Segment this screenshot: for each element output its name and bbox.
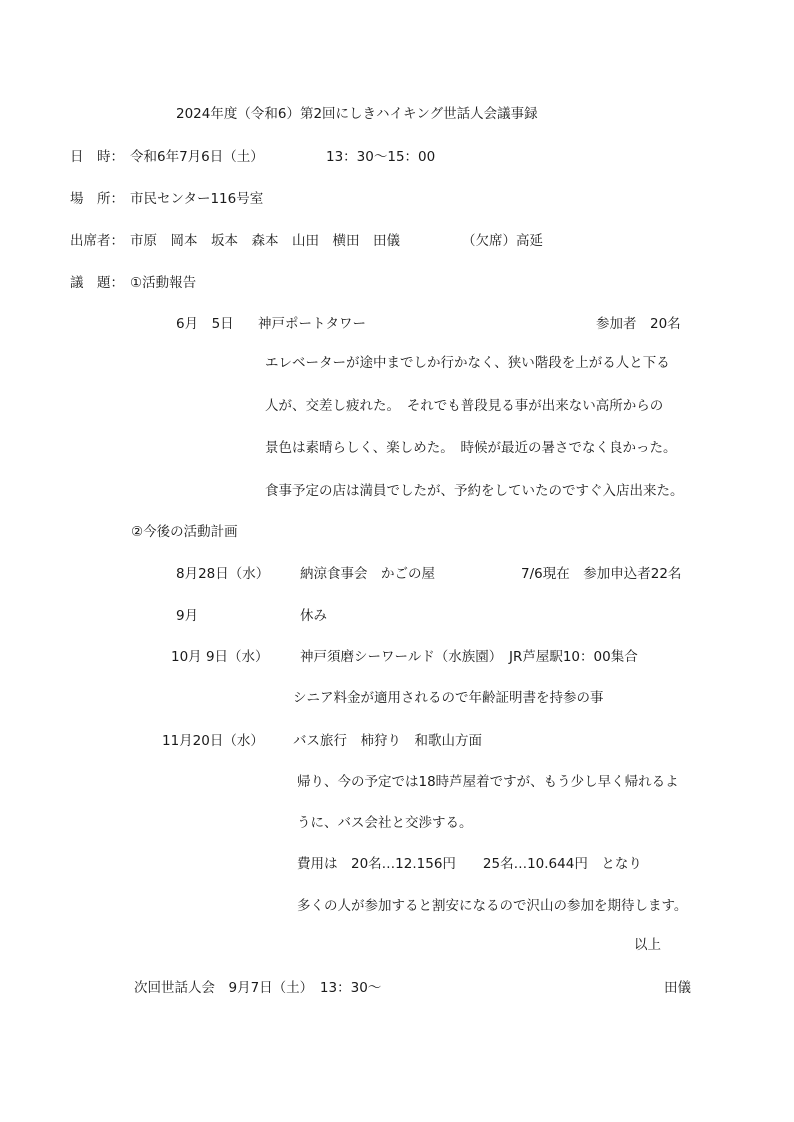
attendees-label: 出席者： (70, 233, 124, 249)
plan-sep-event: 休み (300, 608, 327, 624)
plan-nov-date: 11月20日（水） (162, 733, 264, 749)
agenda-label: 議 題： (70, 275, 124, 291)
report-place: 神戸ポートタワー (258, 316, 366, 332)
document-title: 2024年度（令和6）第2回にしきハイキング世話人会議事録 (176, 106, 538, 122)
absent-list: （欠席）高延 (462, 233, 543, 249)
report-date: 6月 5日 (176, 316, 234, 332)
plan-nov-line: 費用は 20名…12.156円 25名…10.644円 となり (297, 856, 642, 872)
datetime-label: 日 時： (70, 149, 124, 165)
closing-mark: 以上 (634, 937, 661, 953)
plan-nov-line: うに、バス会社と交渉する。 (297, 815, 473, 831)
datetime-value: 令和6年7月6日（土） (130, 149, 264, 165)
plan-nov-line: 多くの人が参加すると割安になるので沢山の参加を期待します。 (297, 898, 688, 914)
author-name: 田儀 (664, 980, 691, 996)
place-label: 場 所： (70, 191, 124, 207)
report-line: 人が、交差し疲れた。 それでも普段見る事が出来ない高所からの (265, 398, 664, 414)
plan-aug-event: 納涼食事会 かごの屋 (300, 566, 435, 582)
report-line: エレベーターが途中までしか行かなく、狭い階段を上がる人と下る (265, 355, 670, 371)
next-meeting: 次回世話人会 9月7日（土） 13：30〜 (134, 980, 382, 996)
datetime-time: 13：30〜15：00 (326, 149, 436, 165)
report-line: 景色は素晴らしく、楽しめた。 時候が最近の暑さでなく良かった。 (265, 440, 677, 456)
plan-oct-event: 神戸須磨シーワールド（水族園） JR芦屋駅10：00集合 (300, 649, 638, 665)
plan-sep-date: 9月 (176, 608, 199, 624)
plan-aug-date: 8月28日（水） (176, 566, 270, 582)
place-value: 市民センター116号室 (130, 191, 264, 207)
agenda-item-report: ①活動報告 (130, 275, 197, 291)
plan-oct-date: 10月 9日（水） (171, 649, 269, 665)
plan-nov-line: 帰り、今の予定では18時芦屋着ですが、もう少し早く帰れるよ (297, 774, 679, 790)
report-line: 食事予定の店は満員でしたが、予約をしていたのですぐ入店出来た。 (265, 483, 684, 499)
report-participants: 参加者 20名 (596, 316, 681, 332)
plan-heading: ②今後の活動計画 (131, 524, 238, 540)
plan-oct-note: シニア料金が適用されるので年齢証明書を持参の事 (293, 690, 604, 706)
plan-aug-note: 7/6現在 参加申込者22名 (521, 566, 682, 582)
attendees-list: 市原 岡本 坂本 森本 山田 横田 田儀 (130, 233, 400, 249)
plan-nov-event: バス旅行 柿狩り 和歌山方面 (293, 733, 482, 749)
